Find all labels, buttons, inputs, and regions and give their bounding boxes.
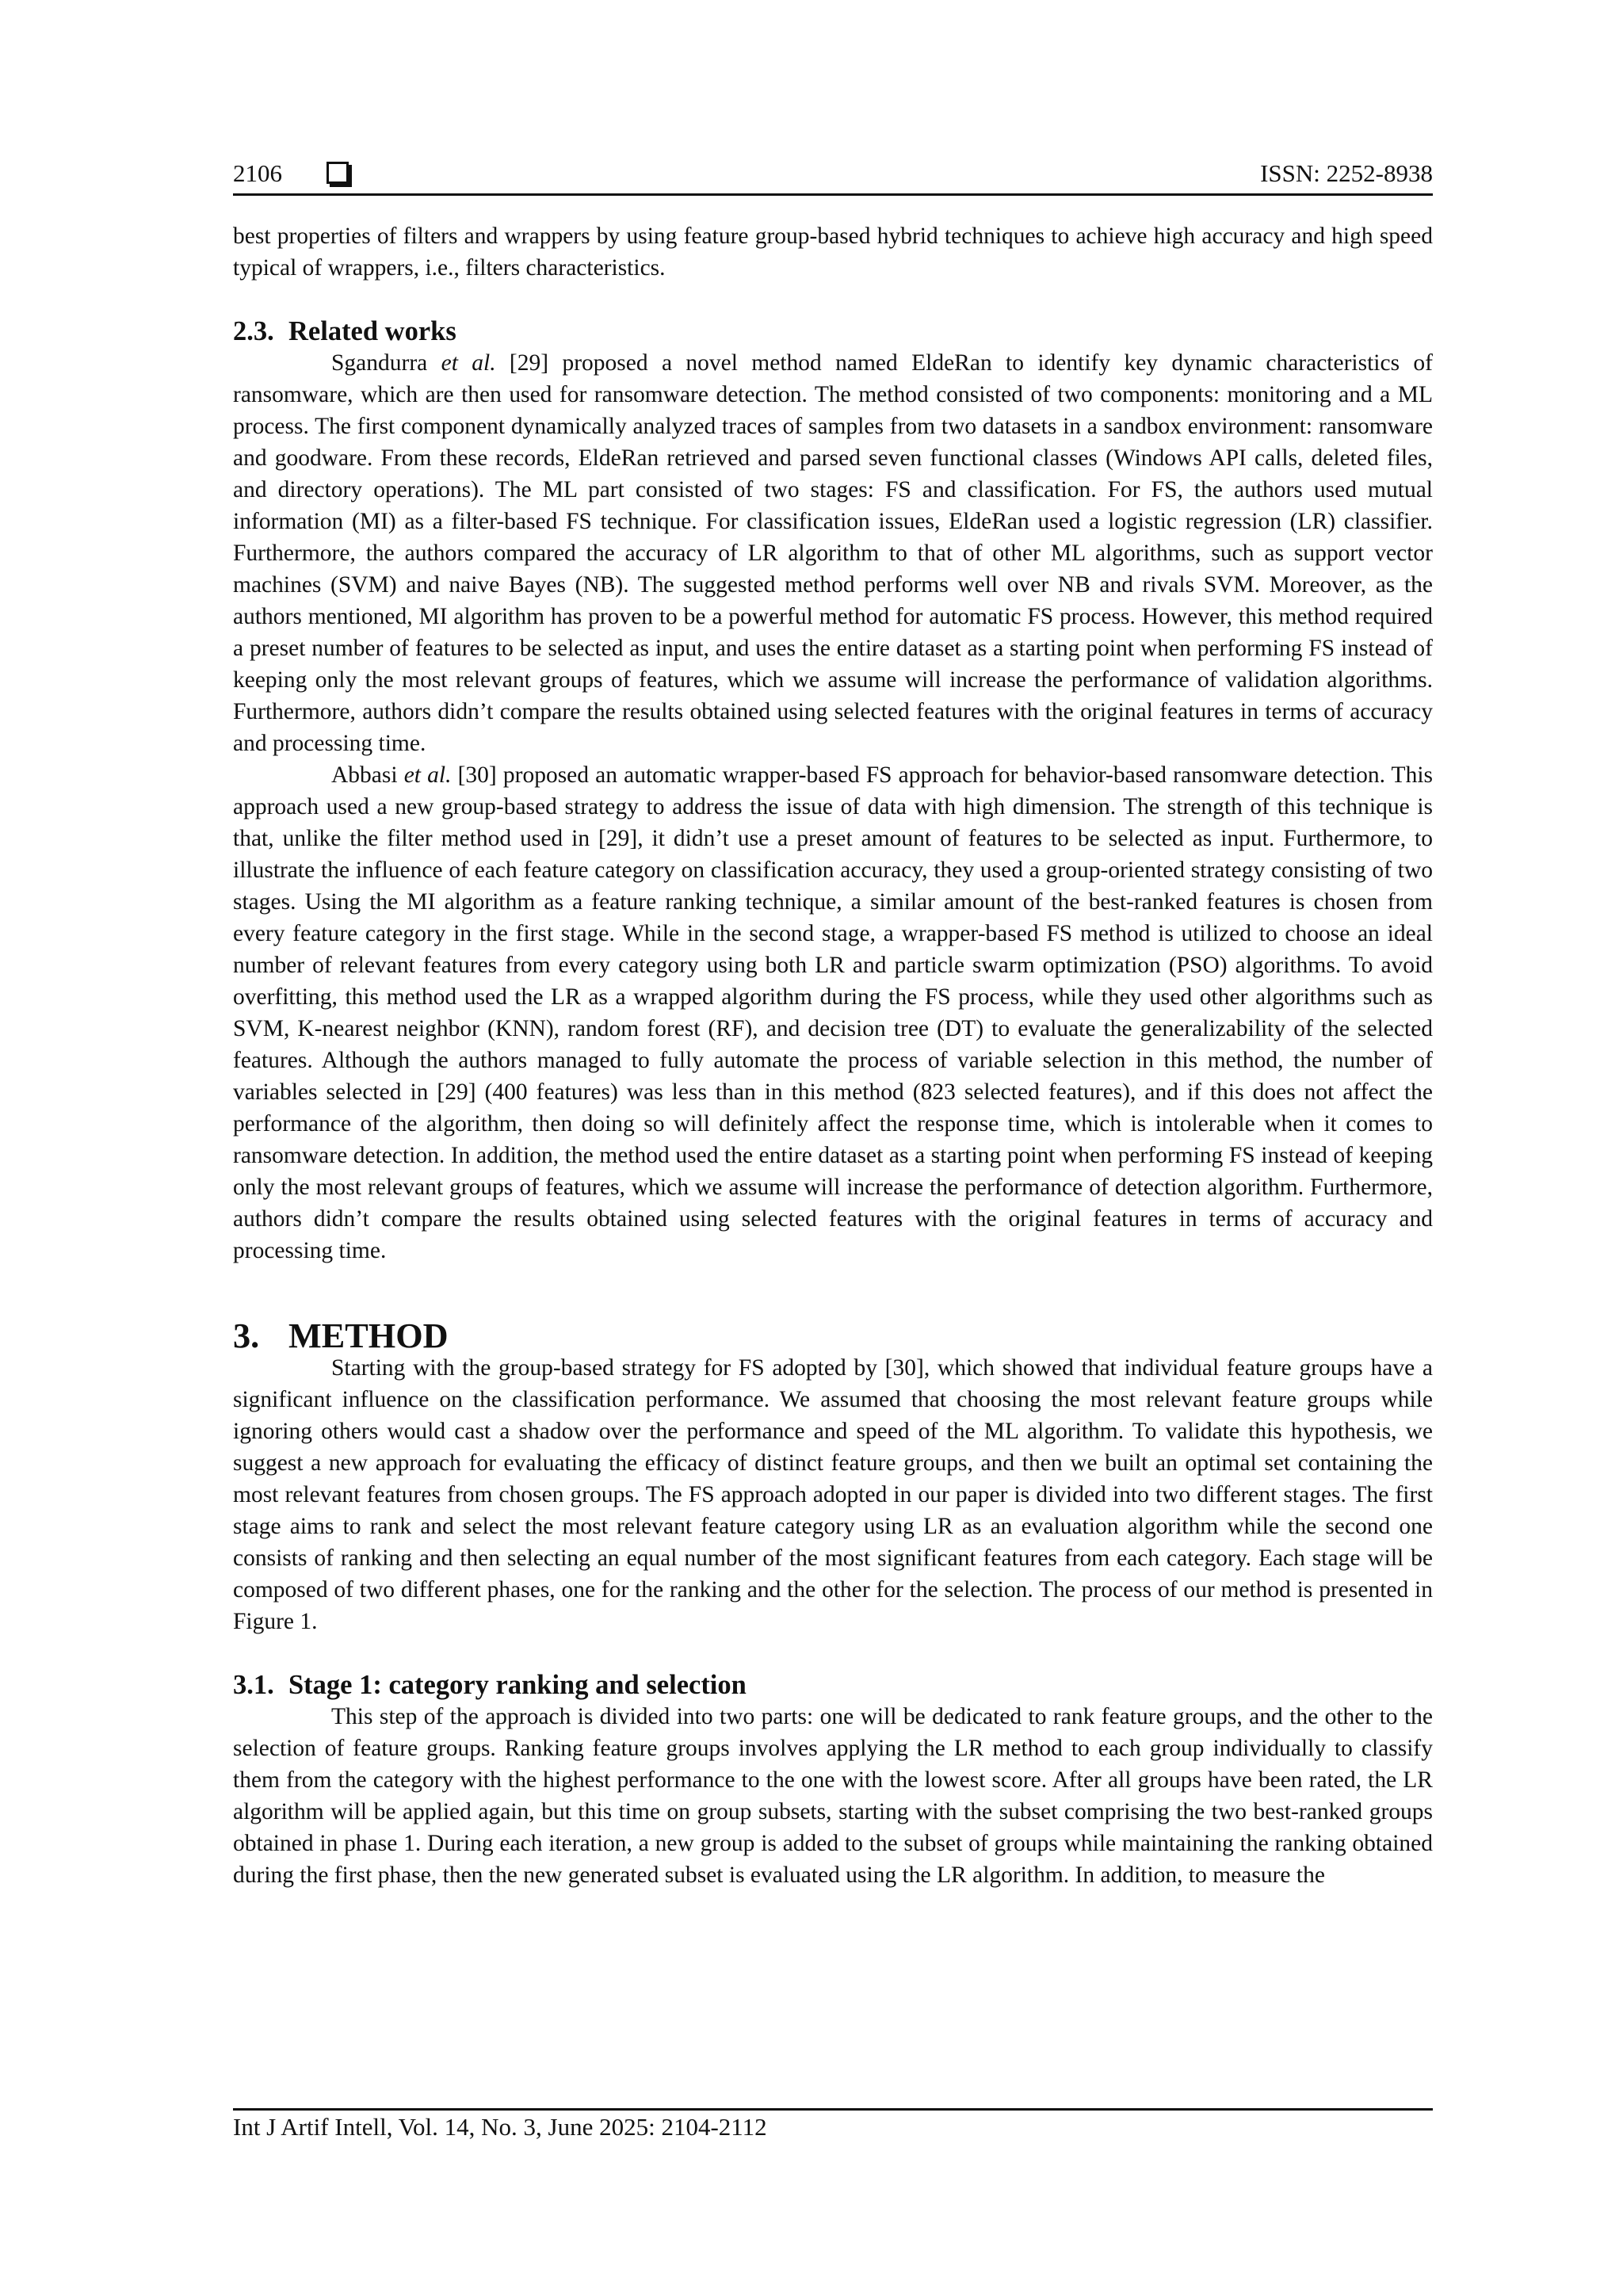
stage-1-paragraph-1: This step of the approach is divided into two parts: one will be dedicated to rank feature groups, and the other to the selection of feature groups. Ranking feature groups involves applying the LR method to each group individually to classify them from the category with the highest performance to the one with the lowest score. After all groups have been rated, the LR algorithm will be applied again, but this time on group subsets, starting with the subset comprising the two best-ranked groups obtained in phase 1. During each iteration, a new group is added to the subset of groups while maintaining the ranking obtained during the first phase, then the new generated subset is evaluated using the LR algorithm. In addition, to measure the [233,1704,1433,1888]
intro-paragraph: best properties of filters and wrappers by using feature group-based hybrid techniques to achieve high accuracy and high speed typical of wrappers, i.e., filters characteristics. [233,223,1433,281]
section-title: Stage 1: category ranking and selection [288,1670,747,1700]
square-bullet-icon [327,162,349,184]
issn: ISSN: 2252-8938 [1260,159,1433,187]
related-works-paragraph-2 [233,759,1433,1266]
page-number: 2106 [233,159,282,187]
author-name: Sgandurra [331,350,428,376]
method-paragraph-1: Starting with the group-based strategy for FS adopted by [30], which showed that individual feature groups have a significant influence on the classification performance. We assumed that choosing the most relevant feature groups while ignoring others would cast a shadow over the performance and speed of the ML algorithm. To validate this hypothesis, we suggest a new approach for evaluating the efficacy of distinct feature groups, and then we built an optimal set containing the most relevant features from chosen groups. The FS approach adopted in our paper is divided into two different stages. The first stage aims to rank and select the most relevant feature category using LR as an evaluation algorithm while the second one consists of ranking and then selecting an equal number of the most significant features from each category. Each stage will be composed of two different phases, one for the ranking and the other for the selection. The process of our method is presented in Figure 1. [233,1355,1433,1634]
et-al: et al. [403,762,452,788]
body-text [233,220,1433,1891]
section-number: 2.3. [233,316,274,346]
paragraph-text: [30] proposed an automatic wrapper-based FS approach for behavior-based ransomware detection. This approach used a new group-based strategy to address the issue of data with high dimension. The strength of this technique is that, unlike the filter method used in [29], it didn’t use a preset amount of features to be selected as input. Furthermore, to illustrate the influence of each feature category on classification accuracy, they used a group-oriented strategy consisting of two stages. Using the MI algorithm as a feature ranking technique, a similar amount of the best-ranked features is chosen from every feature category in the first stage. While in the second stage, a wrapper-based FS method is utilized to choose an ideal number of relevant features from every category using both LR and particle swarm optimization (PSO) algorithms. To avoid overfitting, this method used the LR as a wrapped algorithm during the FS process, while they used other algorithms such as SVM, K-nearest neighbor (KNN), random forest (RF), and decision tree (DT) to evaluate the generalizability of the selected features. Although the authors managed to fully automate the process of variable selection in this method, the number of variables selected in [29] (400 features) was less than in this method (823 selected features), and if this does not affect the performance of the algorithm, then doing so will definitely affect the response time, which is intolerable when it comes to ransomware detection. In addition, the method used the entire dataset as a starting point when performing FS instead of keeping only the most relevant groups of features, which we assume will increase the performance of detection algorithm. Furthermore, authors didn’t compare the results obtained using selected features with the original features in terms of accuracy and processing time. [233,762,1434,1263]
section-title: Related works [288,316,456,346]
section-number: 3. [233,1316,260,1355]
et-al: et al. [441,350,496,376]
footer-rule [233,2108,1433,2111]
section-2-3-heading [233,315,1433,347]
related-works-paragraph-1 [233,347,1433,759]
running-header [233,155,1433,192]
author-name: Abbasi [331,762,398,788]
header-rule [233,193,1433,196]
section-title: METHOD [288,1316,449,1355]
section-3-1-heading [233,1669,1433,1701]
journal-citation: Int J Artif Intell, Vol. 14, No. 3, June 2025: 2104-2112 [233,2113,767,2141]
header-left [233,159,349,188]
section-number: 3.1. [233,1670,274,1700]
section-3-heading [233,1316,1433,1355]
paragraph-text: [29] proposed a novel method named EldeRan to identify key dynamic characteristics of ransomware, which are then used for ransomware detection. The method consisted of two components: monitoring and a ML process. The first component dynamically analyzed traces of samples from two datasets in a sandbox environment: ransomware and goodware. From these records, EldeRan retrieved and parsed seven functional classes (Windows API calls, deleted files, and directory operations). The ML part consisted of two stages: FS and classification. For FS, the authors used mutual information (MI) as a filter-based FS technique. For classification issues, EldeRan used a logistic regression (LR) classifier. Furthermore, the authors compared the accuracy of LR algorithm to that of other ML algorithms, such as support vector machines (SVM) and naive Bayes (NB). The suggested method performs well over NB and rivals SVM. Moreover, as the authors mentioned, MI algorithm has proven to be a powerful method for automatic FS process. However, this method required a preset number of features to be selected as input, and uses the entire dataset as a starting point when performing FS instead of keeping only the most relevant groups of features, which we assume will increase the performance of validation algorithms. Furthermore, authors didn’t compare the results obtained using selected features with the original features in terms of accuracy and processing time. [233,350,1433,756]
